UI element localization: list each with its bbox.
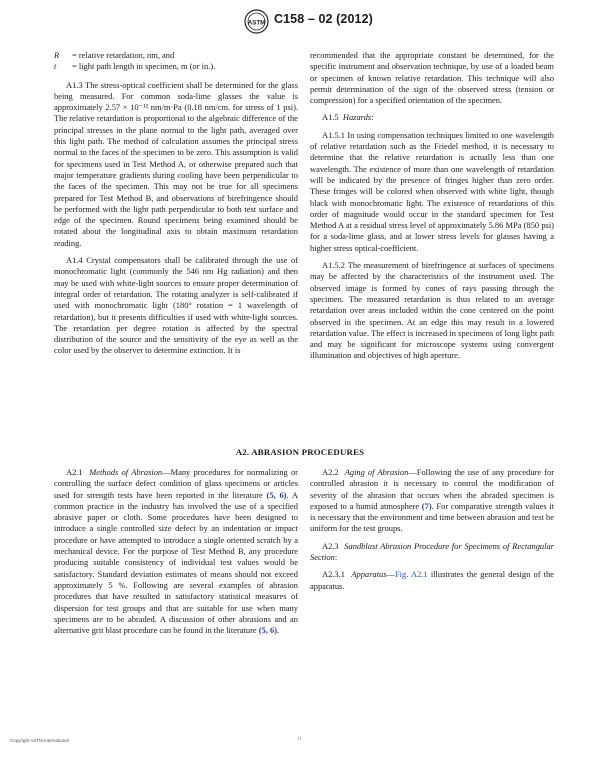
paragraph-a1-4-continued: recommended that the appropriate constant be determined, for the specific instrument and observation technique, by use of a loaded beam or specimen of known relative retardation. This technique will also permit determination of the sign of the observed stress (tension or compression) for a specified orientation of the specimen. [310,50,554,106]
section-number: A2.3.1 [322,569,345,580]
paragraph-a2-2 [310,467,554,535]
paragraph-text: —Following the use of any procedure for controlled abrasion it is necessary to control the modification of severity of the abrasion that occurs when the abraded specimen is exposed to a humid atmosphere [310,467,555,511]
right-column-top [310,50,554,368]
heading-a1-5: A1.5 Hazards: [322,112,374,123]
paragraph-a1-3: A1.3 The stress-optical coefficient shall be determined for the glass being measured. For common soda-lime glasses the value is approximately 2.57 × 10⁻¹² nm/m·Pa (0.18 nm/cm. for stress of 1 psi). The relative retardation is proportional to the algebraic difference of the principal stresses in the plane normal to the light path, averaged over this light path. The method of calculation assumes the principal stress normal to the faces of the specimen to be zero. This assumption is valid for specimens used in Test Method A, or otherwise prepared such that major temperature gradients during cooling have been perpendicular to the faces of the specimen. This may not be true for all specimens prepared for Test Method B, and observations of birefringence should be performed with the light path perpendicular to both test surface and edge of the specimen. Round specimens being examined should be rotated about the longitudinal axis to obtain maximum retardation reading. [54,79,298,248]
definition-row [54,50,298,61]
paragraph-a1-5-1: A1.5.1 In using compensation techniques limited to one wavelength of relative retardation such as the Friedel method, it is necessary to determine that the relative retardation is actually less than one wavelength. The existence of more than one wavelength of retardation will be indicated by the presence of fringes higher than zero order. These fringes will be colored when observed with white light, though black with monochromatic light. The existence of retardations of this order of magnitude would occur in the standard specimen for Test Method A at a residual stress level of approximately 5.86 MPa (850 psi) for a soda-lime glass, and at lower stress levels for glasses having a higher stress optical-coefficient. [310,129,554,253]
definition-symbol: R [54,50,60,60]
colon: : [334,552,338,563]
section-title: Hazards [342,112,372,123]
svg-text:ASTM: ASTM [247,19,266,27]
paragraph-end: . [277,625,280,636]
section-title: Apparatus [351,569,387,580]
page-header [0,6,600,36]
paragraph-text: illustrates the general design of the apparatus. [310,569,555,591]
paragraph-a2-3-1 [310,569,554,592]
paragraph-a1-4: A1.4 Crystal compensators shall be calibrated through the use of monochromatic light (commonly the 546 nm Hg radiation) and then may be used with white-light sources to ensure proper determination of integral order of retardation. The rotating analyzer is self-calibrated if used with monochromatic light (180° rotation = 1 wavelength of retardation), but it presents difficulties if used with white-light sources. The retardation per degree rotation is affected by the spectral distribution of the source and the sensitivity of the eye as well as the color used by the observer to determine extinction. It is [54,255,298,356]
left-column-bottom [54,467,298,642]
section-number: A2.2 [322,467,339,477]
section-number: A1.5 [322,112,339,123]
paragraph-a1-5-2: A1.5.2 The measurement of birefringence at surfaces of specimens may be affected by the characteristics of the instrument used. The observed image is formed by cones of rays passing through the specimen. The measured retardation is thus related to an average retardation over areas included within the cone centered on the point observed in the specimen. At an edge this may result in a lowered retardation value. The effect is increased in specimens of long light path and may be significant for microscope systems using convergent illumination and objectives of high aperture. [310,260,554,361]
variable-definitions [54,50,298,73]
section-number: A2.1 [66,467,83,477]
heading-a2-3 [310,541,554,564]
dash: — [386,569,395,580]
definition-symbol: t [54,61,57,72]
section-title: Sandblast Abrasion Procedure for Specimens of Rectangular Section [310,540,554,563]
reference-link[interactable]: (5, 6) [266,489,287,500]
figure-link[interactable]: Fig. A2.1 [394,569,428,580]
definition-row [54,61,298,72]
section-title: Aging of Abrasion [344,467,409,477]
section-title: Methods of Abrasion [89,467,163,477]
document-id: C158 – 02 (2012) [274,12,373,26]
reference-link[interactable]: (7) [421,500,432,511]
definition-text: = relative retardation, nm, and [72,50,175,60]
paragraph-text: . A common practice in the industry has involved the use of a specified abrasive paper or cloth. Some procedures have been designed to introduce a single controlled size defect by an indentation or impact procedure or have attempted to introduce a single oriented scratch by a mechanical device. For the purpose of Test Method B, any procedure producing suitable consistency of individual test values would be satisfactory. Standard deviation estimates of means should not exceed approximately 5 %. Following are several examples of abrasion procedures that have resulted in satisfactory statistical measures of dispersion for test groups and that are suitable for use when many specimens are to be abraded. A discussion of other abrasions and an alternative grit blast procedure can be found in the literature [54,489,298,636]
reference-link[interactable]: (5, 6) [258,625,278,636]
section-heading: A2. ABRASION PROCEDURES [235,447,365,457]
section-number: A2.3 [322,540,339,551]
right-column-bottom [310,467,554,598]
paragraph-text: . For comparative strength values it is necessary that the environment and time between abrasion and test be uniform for the test groups. [310,500,554,534]
left-column-top [54,50,298,363]
paragraph-a2-1 [54,467,298,636]
paragraph-text: —Many procedures for normalizing or controlling the surface defect condition of glass specimens or articles used for strength tests have been reported in the literature [54,467,298,500]
definition-text: = light path length in specimen, m (or in.). [72,61,216,72]
page-number: 11 [297,737,302,742]
astm-logo-icon [244,9,269,34]
copyright-footer: Copyright ASTM International [10,738,69,743]
